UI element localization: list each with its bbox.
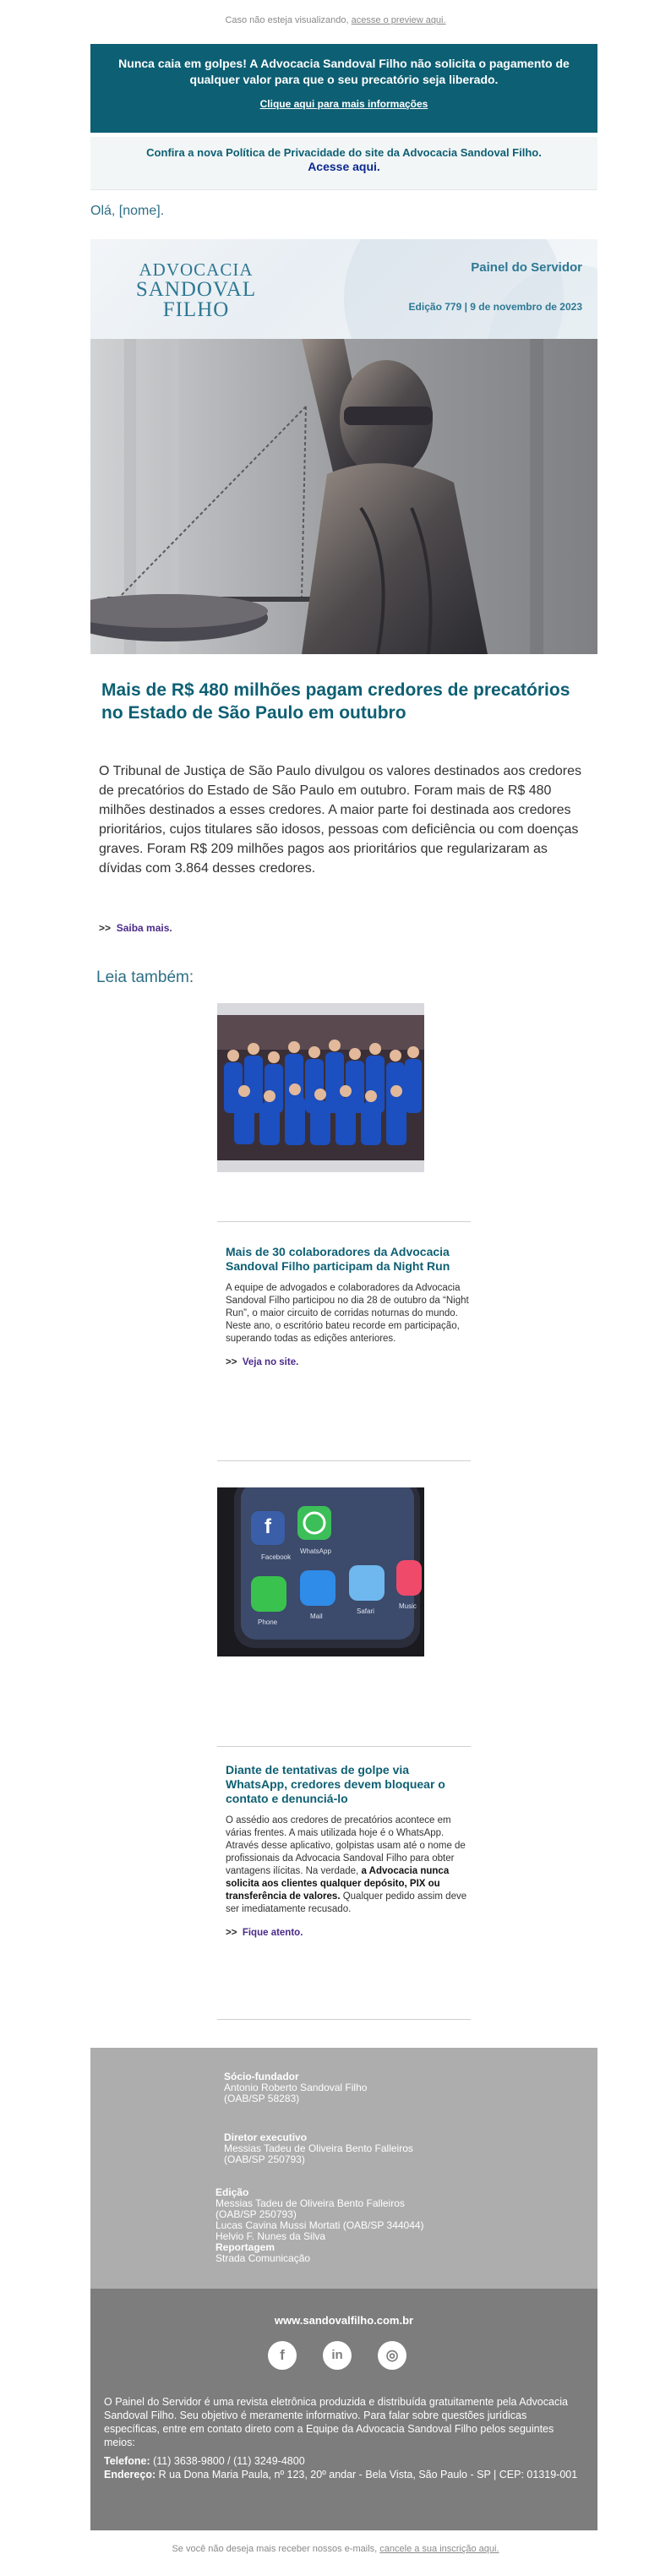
article-body: O Tribunal de Justiça de São Paulo divulgou os valores destinados aos credores de precatórios do Estado de São Paulo em outubro. Foram mais de R$ 480 milhões destinados a esses credores. A maior parte foi destinada aos credores prioritários, cujos titulares são idosos, pessoas com deficiência ou com doenças graves. Foram R$ 209 milhões pagos aos prioritários que regularizaram as dívidas com 3.864 desses credores. [99, 764, 582, 876]
music-icon [396, 1560, 422, 1596]
scam-alert-link[interactable]: Clique aqui para mais informações [259, 98, 428, 110]
card-whatsapp-golpe [226, 1763, 471, 1938]
edition-info: Edição 779 | 9 de novembro de 2023 [408, 301, 582, 313]
lady-justice-illustration [90, 339, 597, 654]
card-image-night-run[interactable] [217, 1003, 424, 1172]
smartphone-apps-photo [217, 1487, 424, 1656]
footer-about: O Painel do Servidor é uma revista eletrônica produzida e distribuída gratuitamente pela Advocacia Sandoval Filho. Seu objetivo é meramente informativo. Para falar sobre questões jurídicas específicas, entre em contato direto com a Equipe da Advocacia Sandoval Filho pelos seguintes meios: [104, 2396, 568, 2448]
scam-alert-message: Nunca caia em golpes! A Advocacia Sandoval Filho não solicita o pagamento de qualquer valor para que o seu precatório seja liberado. [118, 57, 570, 86]
unsubscribe-text: Se você não deseja mais receber nossos e-mails, [172, 2544, 378, 2554]
unsubscribe-link[interactable]: cancele a sua inscrição aqui. [379, 2544, 499, 2554]
saiba-mais-link[interactable]: Saiba mais. [116, 922, 172, 934]
reportagem-label: Reportagem [215, 2241, 275, 2253]
phone-label: Telefone: [104, 2455, 150, 2467]
privacy-text: Confira a nova Política de Privacidade do site da Advocacia Sandoval Filho. [146, 146, 542, 159]
linkedin-icon[interactable]: in [323, 2341, 352, 2370]
card-description: A equipe de advogados e colaboradores da Advocacia Sandoval Filho participou no dia 28 de outubro da “Night Run”, o maior circuito de corridas noturnas do mundo. Neste ano, o escritório bateu recorde em participação, superando todas as edições anteriores. [226, 1283, 469, 1344]
staff-credits [90, 2048, 597, 2289]
diretor-oab: (OAB/SP 250793) [224, 2153, 305, 2165]
edicao-label: Edição [215, 2186, 249, 2198]
phone-label: Phone [258, 1618, 278, 1626]
more-prefix: >> [99, 922, 112, 934]
phone-numbers[interactable]: (11) 3638-9800 / (11) 3249-4800 [153, 2455, 305, 2467]
logo[interactable] [124, 259, 268, 320]
safari-icon [349, 1565, 385, 1601]
logo-line-3: FILHO [162, 298, 230, 321]
card-link-row [226, 1357, 471, 1367]
newsletter-header [90, 239, 597, 339]
reportagem-line-1: Strada Comunicação [215, 2252, 311, 2264]
hero-image-lady-justice[interactable] [90, 339, 597, 654]
night-run-group-photo [217, 1003, 424, 1172]
mail-label: Mail [310, 1613, 323, 1620]
fique-atento-link[interactable]: Fique atento. [242, 1928, 303, 1938]
footer-contact [104, 2454, 581, 2481]
edicao-line-4: Helvio F. Nunes da Silva [215, 2230, 326, 2242]
facebook-icon[interactable]: f [268, 2341, 297, 2370]
edicao-line-1: Messias Tadeu de Oliveira Bento Falleiros [215, 2197, 405, 2209]
scam-alert-banner [90, 44, 597, 133]
card-link-prefix: >> [226, 1928, 237, 1938]
preheader [0, 15, 671, 25]
card-title[interactable]: Diante de tentativas de golpe via WhatsApp, credores devem bloquear o contato e denunciá-lo [226, 1763, 445, 1805]
instagram-icon[interactable]: ◎ [378, 2341, 406, 2370]
facebook-label: Facebook [261, 1553, 292, 1561]
card-link-prefix: >> [226, 1357, 237, 1367]
address: R ua Dona Maria Paula, nº 123, 20º andar - Bela Vista, São Paulo - SP | CEP: 01319-001 [158, 2469, 578, 2480]
socio-oab: (OAB/SP 58283) [224, 2093, 300, 2104]
card-divider [217, 1460, 471, 1461]
music-label: Music [399, 1602, 417, 1610]
footer [90, 2289, 597, 2530]
desc-start: O assédio aos credores de precatórios acontece em várias frentes. A mais utilizada hoje é o WhatsApp. Através desse aplicativo, golpistas usam até o nome de profissionais da Advocacia Sandoval Filho para obter vantagens ilícitas. Na verdade, [226, 1815, 466, 1876]
edicao-line-3: Lucas Cavina Mussi Mortati (OAB/SP 344044) [215, 2219, 424, 2231]
section-title-leia-tambem: Leia também: [96, 969, 194, 986]
greeting: Olá, [nome]. [90, 204, 165, 218]
mail-icon [300, 1570, 336, 1606]
whatsapp-icon [297, 1506, 331, 1540]
card-description [226, 1815, 471, 1916]
card-divider [217, 1746, 471, 1747]
preview-link[interactable]: acesse o preview aqui. [351, 15, 446, 25]
diretor-label: Diretor executivo [224, 2131, 308, 2143]
article-headline[interactable]: Mais de R$ 480 milhões pagam credores de precatórios no Estado de São Paulo em outubro [101, 680, 570, 723]
svg-text:f: f [265, 1515, 271, 1538]
phone-icon [251, 1576, 286, 1612]
card-divider [217, 2019, 471, 2020]
socio-label: Sócio-fundador [224, 2071, 299, 2082]
card-night-run [226, 1245, 471, 1367]
card-divider [217, 1221, 471, 1222]
privacy-banner [90, 137, 597, 190]
card-image-whatsapp[interactable] [217, 1487, 424, 1656]
whatsapp-label: WhatsApp [300, 1547, 331, 1555]
article-more [99, 922, 172, 934]
veja-no-site-link[interactable]: Veja no site. [242, 1357, 299, 1367]
card-title[interactable]: Mais de 30 colaboradores da Advocacia Sandoval Filho participam da Night Run [226, 1245, 450, 1273]
logo-line-1: ADVOCACIA [139, 259, 254, 280]
socio-name: Antonio Roberto Sandoval Filho [224, 2082, 368, 2093]
privacy-link[interactable]: Acesse aqui. [308, 160, 380, 173]
desc-end: Qualquer pedido assim deve ser imediatamente recusado. [226, 1891, 467, 1914]
diretor-name: Messias Tadeu de Oliveira Bento Falleiros [224, 2142, 413, 2154]
desc-bold: a Advocacia nunca solicita aos clientes qualquer depósito, PIX ou transferência de valores. [226, 1866, 450, 1902]
preheader-text: Caso não esteja visualizando, [225, 15, 349, 25]
unsubscribe [0, 2544, 671, 2554]
logo-line-2: SANDOVAL [135, 278, 257, 301]
address-label: Endereço: [104, 2469, 156, 2480]
card-link-row [226, 1928, 471, 1938]
edicao-line-2: (OAB/SP 250793) [215, 2208, 297, 2220]
safari-label: Safari [357, 1607, 374, 1615]
newsletter-title: Painel do Servidor [471, 260, 582, 275]
website-link[interactable]: www.sandovalfilho.com.br [274, 2314, 414, 2327]
